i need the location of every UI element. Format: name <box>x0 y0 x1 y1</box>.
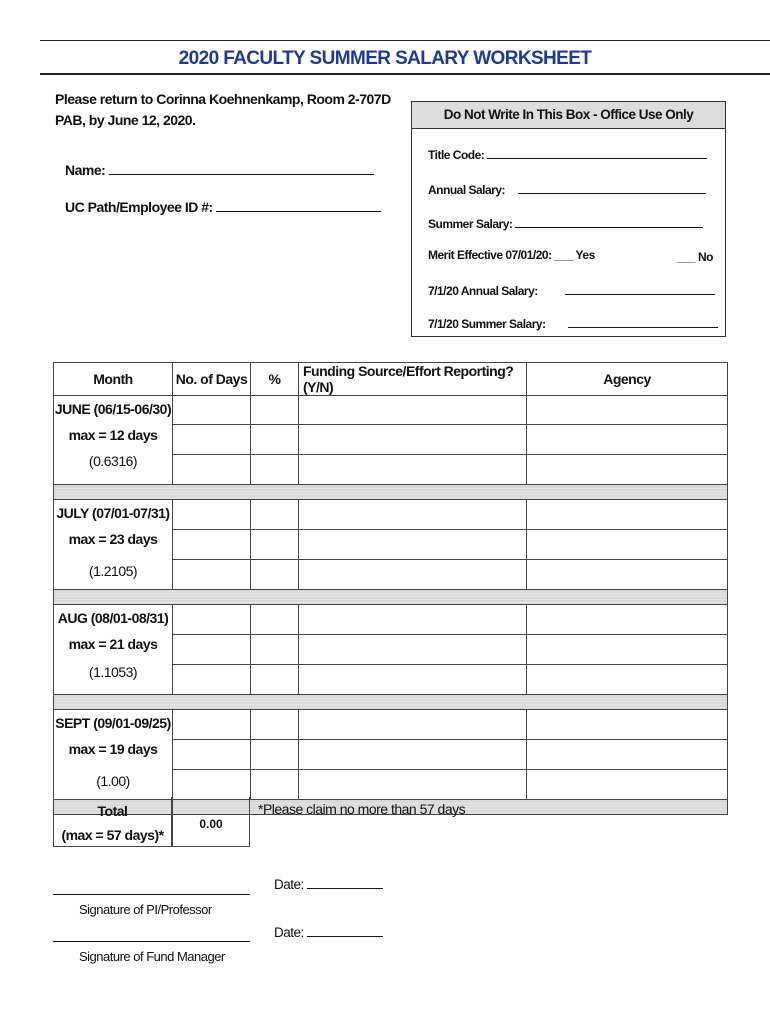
annual-7120-line <box>565 283 715 295</box>
funding-cell[interactable] <box>299 635 527 665</box>
header-agency: Agency <box>527 363 728 396</box>
header-days: No. of Days <box>173 363 251 396</box>
funding-cell[interactable] <box>299 740 527 770</box>
return-instructions <box>55 89 391 131</box>
total-label: Total <box>97 803 128 819</box>
summer-salary-row <box>428 216 703 231</box>
merit-label: Merit Effective 07/01/20: <box>428 248 552 262</box>
month-cell-sept <box>54 710 173 800</box>
table-row <box>54 396 728 425</box>
summer-7120-label: 7/1/20 Summer Salary: <box>428 317 546 331</box>
funding-cell[interactable] <box>299 560 527 590</box>
month-max: max = 12 days <box>68 427 158 443</box>
office-box-header: Do Not Write In This Box - Office Use Only <box>412 102 725 129</box>
month-max: max = 23 days <box>68 531 158 547</box>
annual-7120-label: 7/1/20 Annual Salary: <box>428 284 538 298</box>
title-code-line <box>487 147 707 159</box>
agency-cell[interactable] <box>527 635 728 665</box>
agency-cell[interactable] <box>527 500 728 530</box>
percent-cell[interactable] <box>251 605 299 635</box>
month-cell-aug <box>54 605 173 695</box>
funding-cell[interactable] <box>299 530 527 560</box>
title-code-row <box>428 147 707 162</box>
funding-cell[interactable] <box>299 605 527 635</box>
days-cell[interactable] <box>173 770 251 800</box>
ucpath-input-line[interactable] <box>216 200 381 212</box>
annual-7120-row <box>428 283 715 298</box>
month-name: JULY (07/01-07/31) <box>56 505 170 521</box>
summer-7120-line <box>568 316 718 328</box>
annual-salary-label: Annual Salary: <box>428 183 506 197</box>
ucpath-field[interactable] <box>65 199 381 215</box>
days-cell[interactable] <box>173 560 251 590</box>
separator-row <box>54 590 728 605</box>
table-header-row <box>54 363 728 396</box>
table-row <box>54 605 728 635</box>
month-name: SEPT (09/01-09/25) <box>55 715 171 731</box>
total-max: (max = 57 days)* <box>61 827 164 843</box>
merit-row <box>428 248 713 262</box>
percent-cell[interactable] <box>251 425 299 455</box>
funding-cell[interactable] <box>299 710 527 740</box>
summer-salary-line <box>515 216 703 228</box>
table-row <box>54 500 728 530</box>
agency-cell[interactable] <box>527 425 728 455</box>
return-line-2: PAB, by June 12, 2020. <box>55 112 196 128</box>
month-max: max = 19 days <box>68 741 158 757</box>
month-factor: (0.6316) <box>88 453 138 469</box>
days-cell[interactable] <box>173 500 251 530</box>
office-use-box <box>411 101 726 337</box>
pi-date-line[interactable] <box>307 876 383 889</box>
summer-7120-row <box>428 316 718 331</box>
ucpath-label: UC Path/Employee ID #: <box>65 199 213 215</box>
month-name: AUG (08/01-08/31) <box>57 610 169 626</box>
days-cell[interactable] <box>173 530 251 560</box>
month-name: JUNE (06/15-06/30) <box>54 401 172 417</box>
worksheet-title: 2020 FACULTY SUMMER SALARY WORKSHEET <box>178 48 592 69</box>
header-funding: Funding Source/Effort Reporting? (Y/N) <box>299 363 527 396</box>
agency-cell[interactable] <box>527 605 728 635</box>
agency-cell[interactable] <box>527 710 728 740</box>
funding-cell[interactable] <box>299 396 527 425</box>
agency-cell[interactable] <box>527 560 728 590</box>
merit-no: ___ No <box>676 250 713 264</box>
days-cell[interactable] <box>173 710 251 740</box>
days-cell[interactable] <box>173 396 251 425</box>
days-cell[interactable] <box>173 740 251 770</box>
percent-cell[interactable] <box>251 710 299 740</box>
fund-date-label: Date: <box>274 925 304 940</box>
annual-salary-line <box>518 182 706 194</box>
month-cell-july <box>54 500 173 590</box>
percent-cell[interactable] <box>251 635 299 665</box>
agency-cell[interactable] <box>527 530 728 560</box>
table-row <box>54 710 728 740</box>
title-code-label: Title Code: <box>428 148 485 162</box>
separator-row <box>54 695 728 710</box>
percent-cell[interactable] <box>251 396 299 425</box>
agency-cell[interactable] <box>527 770 728 800</box>
agency-cell[interactable] <box>527 740 728 770</box>
funding-cell[interactable] <box>299 665 527 695</box>
name-label: Name: <box>65 162 106 178</box>
month-factor: (1.00) <box>96 773 130 789</box>
percent-cell[interactable] <box>251 665 299 695</box>
month-factor: (1.2105) <box>88 563 138 579</box>
agency-cell[interactable] <box>527 665 728 695</box>
month-cell-june <box>54 396 173 485</box>
total-value: 0.00 <box>172 797 250 847</box>
percent-cell[interactable] <box>251 740 299 770</box>
total-label-box <box>53 797 172 847</box>
claim-note: *Please claim no more than 57 days <box>258 801 466 817</box>
funding-cell[interactable] <box>299 770 527 800</box>
annual-salary-row <box>428 182 706 197</box>
header-month: Month <box>54 363 173 396</box>
percent-cell[interactable] <box>251 770 299 800</box>
month-max: max = 21 days <box>68 636 158 652</box>
top-rule <box>40 40 770 41</box>
pi-signature-line[interactable] <box>53 894 250 895</box>
fund-date-line[interactable] <box>307 924 383 937</box>
separator-row <box>54 485 728 500</box>
title-rule <box>40 73 770 75</box>
fund-signature-label: Signature of Fund Manager <box>79 949 225 964</box>
name-input-line[interactable] <box>109 163 374 175</box>
agency-cell[interactable] <box>527 396 728 425</box>
month-factor: (1.1053) <box>88 664 138 680</box>
header-percent: % <box>251 363 299 396</box>
pi-date-field[interactable] <box>274 876 383 892</box>
days-cell[interactable] <box>173 455 251 485</box>
agency-cell[interactable] <box>527 455 728 485</box>
pi-signature-label: Signature of PI/Professor <box>79 902 212 917</box>
fund-signature-line[interactable] <box>53 941 250 942</box>
return-line-1: Please return to Corinna Koehnenkamp, Room 2-707D <box>55 91 391 107</box>
fund-date-field[interactable] <box>274 924 383 940</box>
funding-cell[interactable] <box>299 425 527 455</box>
name-field[interactable] <box>65 162 374 178</box>
days-cell[interactable] <box>173 665 251 695</box>
days-cell[interactable] <box>173 605 251 635</box>
merit-yes: ___ Yes <box>554 248 595 262</box>
percent-cell[interactable] <box>251 560 299 590</box>
pi-date-label: Date: <box>274 877 304 892</box>
percent-cell[interactable] <box>251 500 299 530</box>
salary-table <box>53 362 727 815</box>
funding-cell[interactable] <box>299 455 527 485</box>
days-cell[interactable] <box>173 425 251 455</box>
days-cell[interactable] <box>173 635 251 665</box>
funding-cell[interactable] <box>299 500 527 530</box>
percent-cell[interactable] <box>251 530 299 560</box>
percent-cell[interactable] <box>251 455 299 485</box>
summer-salary-label: Summer Salary: <box>428 217 513 231</box>
